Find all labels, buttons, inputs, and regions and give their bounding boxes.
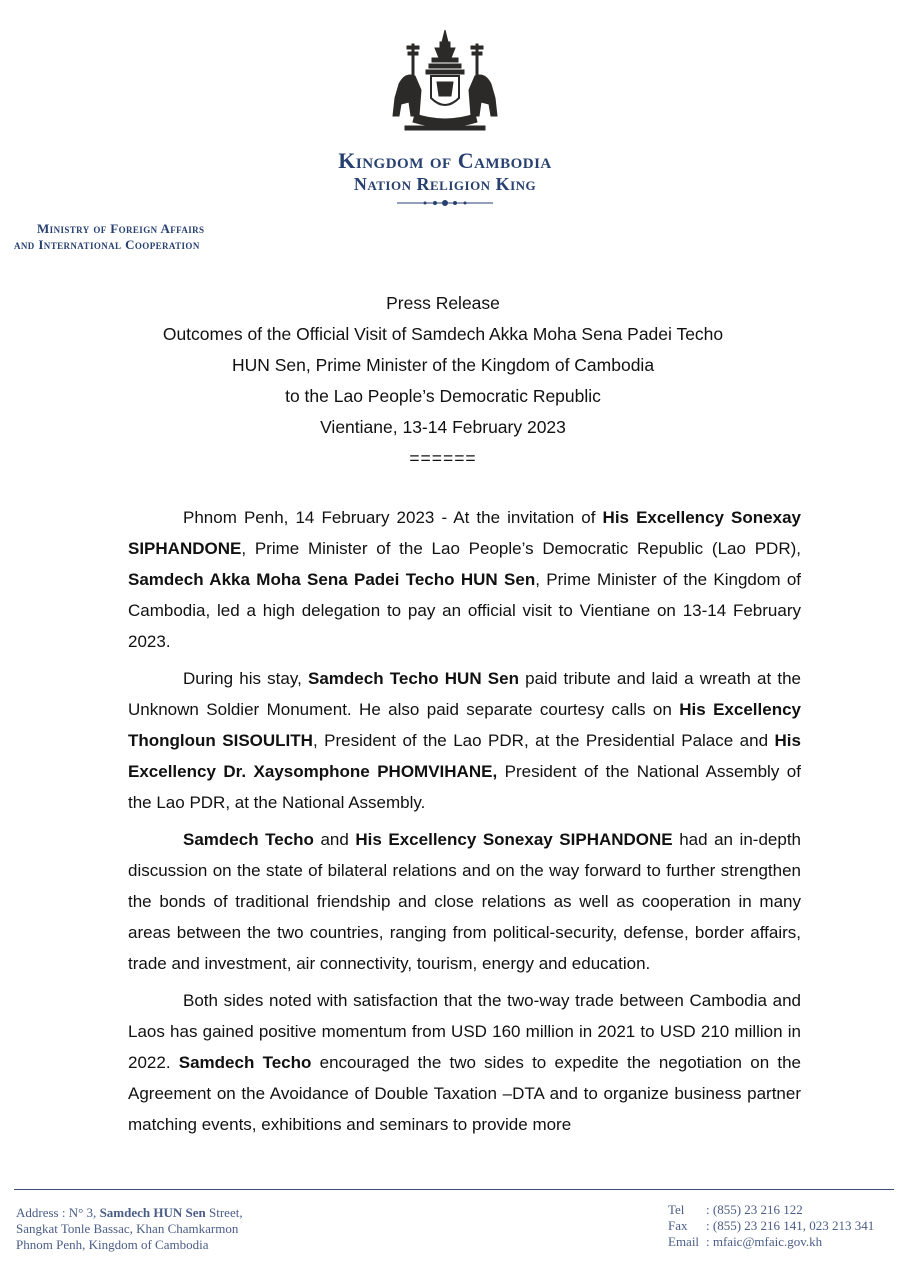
footer-contact <box>668 1202 908 1250</box>
tel-row: Tel : (855) 23 216 122 <box>668 1202 803 1217</box>
paragraph-1: Phnom Penh, 14 February 2023 - At the invitation of His Excellency Sonexay SIPHANDONE, Prime Minister of the Lao People’s Democratic Republic (Lao PDR), Samdech Akka Moha Sena Padei Techo HUN Sen, Prime Minister of the Kingdom of Cambodia, led a high delegation to pay an official visit to Vientiane on 13-14 February 2023. <box>128 508 802 651</box>
address-line-3: Phnom Penh, Kingdom of Cambodia <box>16 1237 209 1252</box>
title-separator: ====== <box>409 448 477 468</box>
footer-address <box>16 1205 316 1253</box>
fax-row: Fax : (855) 23 216 141, 023 213 341 <box>668 1218 875 1233</box>
address-line-1: Address : N° 3, Samdech HUN Sen Street, <box>16 1205 243 1220</box>
press-release-body <box>128 502 801 1146</box>
paragraph-2: During his stay, Samdech Techo HUN Sen paid tribute and laid a wreath at the Unknown Soldier Monument. He also paid separate courtesy calls on His Excellency Thongloun SISOULITH, President of the Lao PDR, at the Presidential Palace and His Excellency Dr. Xaysomphone PHOMVIHANE, President of the National Assembly of the Lao PDR, at the National Assembly. <box>128 669 801 812</box>
title-line-2: Outcomes of the Official Visit of Samdech Akka Moha Sena Padei Techo <box>162 324 724 344</box>
paragraph-4: Both sides noted with satisfaction that the two-way trade between Cambodia and Laos has gained positive momentum from USD 160 million in 2021 to USD 210 million in 2022. Samdech Techo encouraged the two sides to expedite the negotiation on the Agreement on the Avoidance of Double Taxation –DTA and to organize business partner matching events, exhibitions and seminars to provide more <box>128 991 801 1134</box>
ministry-line-2: and International Cooperation <box>14 237 200 252</box>
ministry-line-1: Ministry of Foreign Affairs <box>37 221 205 236</box>
email-link[interactable]: : mfaic@mfaic.gov.kh <box>706 1234 823 1249</box>
kingdom-motto: Nation Religion King <box>353 174 537 194</box>
title-line-3: HUN Sen, Prime Minister of the Kingdom of Cambodia <box>231 355 655 375</box>
paragraph-3: Samdech Techo and His Excellency Sonexay SIPHANDONE had an in-depth discussion on the state of bilateral relations and on the way forward to further strengthen the bonds of traditional friendship and close relations as well as cooperation in many areas between the two countries, ranging from political-security, defense, border affairs, trade and investment, air connectivity, tourism, energy and education. <box>128 830 801 973</box>
address-line-2: Sangkat Tonle Bassac, Khan Chamkarmon <box>16 1221 239 1236</box>
ornament-divider-icon <box>395 198 495 208</box>
title-line-5: Vientiane, 13-14 February 2023 <box>320 417 566 437</box>
email-row: Email : mfaic@mfaic.gov.kh <box>668 1234 823 1249</box>
royal-coat-of-arms-icon <box>385 28 505 140</box>
ministry-name <box>14 221 284 253</box>
press-release-title <box>100 288 786 474</box>
kingdom-title: Kingdom of Cambodia <box>338 148 552 173</box>
footer-divider <box>14 1189 894 1190</box>
title-line-1: Press Release <box>386 293 500 313</box>
title-line-4: to the Lao People’s Democratic Republic <box>285 386 601 406</box>
